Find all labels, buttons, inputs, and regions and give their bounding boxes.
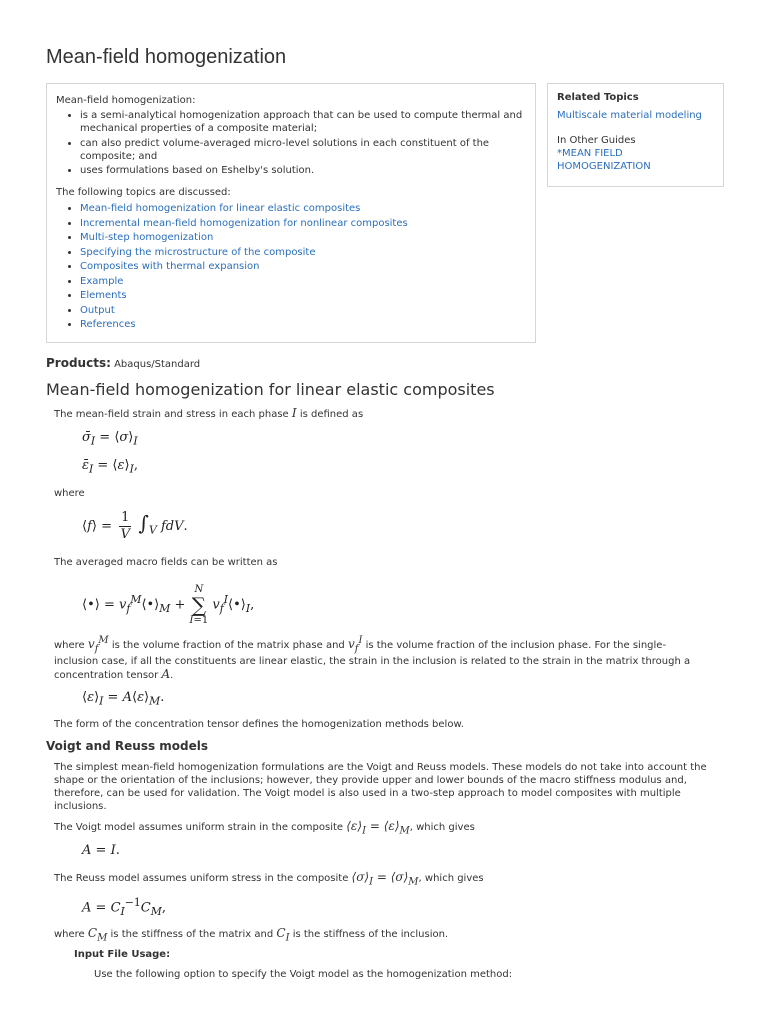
- paragraph-reuss: [54, 871, 714, 888]
- related-topic-link[interactable]: Multiscale material modeling: [557, 110, 702, 121]
- input-file-usage-label: Input File Usage:: [74, 949, 171, 960]
- equation-macro-fields: ⟨•⟩ = $v_f^M⟨•⟩_M$ + N ∑ I=1 $v_f^I⟨•⟩_I$,: [82, 584, 255, 626]
- section-heading-linear-elastic: Mean-field homogenization for linear elastic composites: [46, 380, 495, 399]
- other-guide-link[interactable]: *MEAN FIELD HOMOGENIZATION: [557, 148, 651, 172]
- topic-item: [80, 217, 526, 230]
- topic-item: [80, 275, 526, 288]
- math-inline: $C_I$: [276, 926, 290, 944]
- topic-item: [80, 304, 526, 317]
- text: is the stiffness of the matrix and: [110, 929, 274, 940]
- text: , which gives: [409, 822, 475, 833]
- topic-link[interactable]: References: [80, 319, 136, 330]
- paragraph-where: where: [54, 488, 85, 499]
- topic-link[interactable]: Multi-step homogenization: [80, 232, 214, 243]
- section-heading-voigt-reuss: Voigt and Reuss models: [46, 739, 209, 753]
- equation-stress: $\sigmā_I$ = $⟨\sigma⟩_I$: [82, 430, 138, 448]
- text: concentration tensor: [54, 670, 159, 682]
- math-inline: $C_M$: [87, 926, 108, 944]
- topic-item: [80, 289, 526, 302]
- math-inline: $v_f^I$: [347, 635, 363, 655]
- text: is the stiffness of the inclusion.: [292, 929, 449, 940]
- topic-item: [80, 231, 526, 244]
- text: where: [54, 640, 85, 651]
- products-line: [46, 356, 200, 370]
- overview-bullet: • uses formulations based on Eshelby's solution.: [80, 164, 526, 177]
- topic-link[interactable]: Elements: [80, 290, 127, 301]
- topics-list: [56, 202, 526, 331]
- paragraph-voigt: [54, 820, 714, 837]
- topic-link[interactable]: Incremental mean-field homogenization for nonlinear composites: [80, 217, 408, 229]
- text: The mean-field strain and stress in each phase: [54, 409, 289, 420]
- math-inline: I: [291, 406, 297, 420]
- page-title: Mean-field homogenization: [46, 46, 287, 68]
- text: inclusion case, if all the constituents are linear elastic, the strain in the inclusion is related to the strain in the matrix through a: [54, 656, 691, 668]
- products-value: Abaqus/Standard: [114, 359, 201, 370]
- equation-strain: $\varepsilon̄_I$ = $⟨\varepsilon⟩_I$,: [82, 458, 138, 476]
- overview-bullets: [56, 109, 526, 177]
- topic-link[interactable]: Composites with thermal expansion: [80, 261, 260, 272]
- math-inline: $⟨\varepsilon⟩_I$ = $⟨\varepsilon⟩_M$: [346, 819, 410, 837]
- math-inline: $v_f^M$: [87, 635, 109, 655]
- overview-bullet: • is a semi-analytical homogenization approach that can be used to compute thermal and mechanical properties of a composite material;: [80, 109, 526, 135]
- topics-intro: The following topics are discussed:: [56, 187, 231, 198]
- topic-item: [80, 318, 526, 331]
- paragraph-volume-fraction: where $v_f^M$ is the volume fraction of the matrix phase and $v_f^I$ is the volume fraction of the inclusion phase. For the single- inclusion case, if all the constituents are linear elastic, the strain in the inclusion is related to the strain in the matrix through a concentration tensor A.: [54, 635, 691, 682]
- topic-link[interactable]: Example: [80, 275, 124, 287]
- text: is defined as: [299, 409, 364, 420]
- overview-bullet: • can also predict volume-averaged micro-level solutions in each constituent of the composite; and: [80, 137, 526, 163]
- input-file-usage-text: Use the following option to specify the Voigt model as the homogenization method:: [94, 969, 513, 980]
- text: is the volume fraction of the matrix phase and: [111, 640, 345, 651]
- text: , which gives: [418, 873, 484, 884]
- topic-item: [80, 246, 526, 259]
- text: is the volume fraction of the inclusion phase. For the single-: [365, 640, 667, 651]
- overview-box: [46, 83, 536, 343]
- related-topics-title: Related Topics: [557, 92, 639, 103]
- equation-average: ⟨f⟩ = $\frac{1}{V}$ $\int_V$ fdV.: [82, 510, 188, 542]
- topic-link[interactable]: Mean-field homogenization for linear elastic composites: [80, 203, 361, 214]
- equation-voigt: A = I.: [82, 843, 120, 858]
- related-topics-box: [547, 83, 724, 187]
- paragraph: [54, 407, 714, 421]
- text: The Voigt model assumes uniform strain in the composite: [54, 822, 344, 833]
- text: The Reuss model assumes uniform stress in the composite: [54, 873, 349, 884]
- text: where: [54, 929, 85, 940]
- products-label: Products:: [46, 356, 111, 370]
- paragraph: The form of the concentration tensor defines the homogenization methods below.: [54, 719, 464, 730]
- equation-concentration: $⟨\varepsilon⟩_I$ = $A⟨\varepsilon⟩_M$.: [82, 690, 165, 708]
- paragraph-stiffness: [54, 927, 714, 944]
- other-guides-title: In Other Guides: [557, 135, 636, 146]
- topic-item: [80, 202, 526, 215]
- paragraph: The averaged macro fields can be written as: [54, 557, 278, 568]
- math-inline: $⟨\sigma⟩_I$ = $⟨\sigma⟩_M$: [351, 870, 419, 888]
- overview-intro: Mean-field homogenization:: [56, 95, 196, 106]
- topic-link[interactable]: Specifying the microstructure of the composite: [80, 246, 316, 258]
- math-inline: A: [161, 667, 171, 682]
- equation-reuss: $A = C_I^{-1}C_M$,: [82, 896, 166, 918]
- paragraph: The simplest mean-field homogenization formulations are the Voigt and Reuss models. These models do not take into account the shape or the orientation of the inclusions; however, they provide upper and lower bounds of the macro stiffness modulus and, therefore, can be used for validation. The Voigt model is also used in a two-step approach to model composites with multiple inclusions.: [54, 762, 707, 812]
- topic-link[interactable]: Output: [80, 304, 115, 316]
- topic-item: [80, 260, 526, 273]
